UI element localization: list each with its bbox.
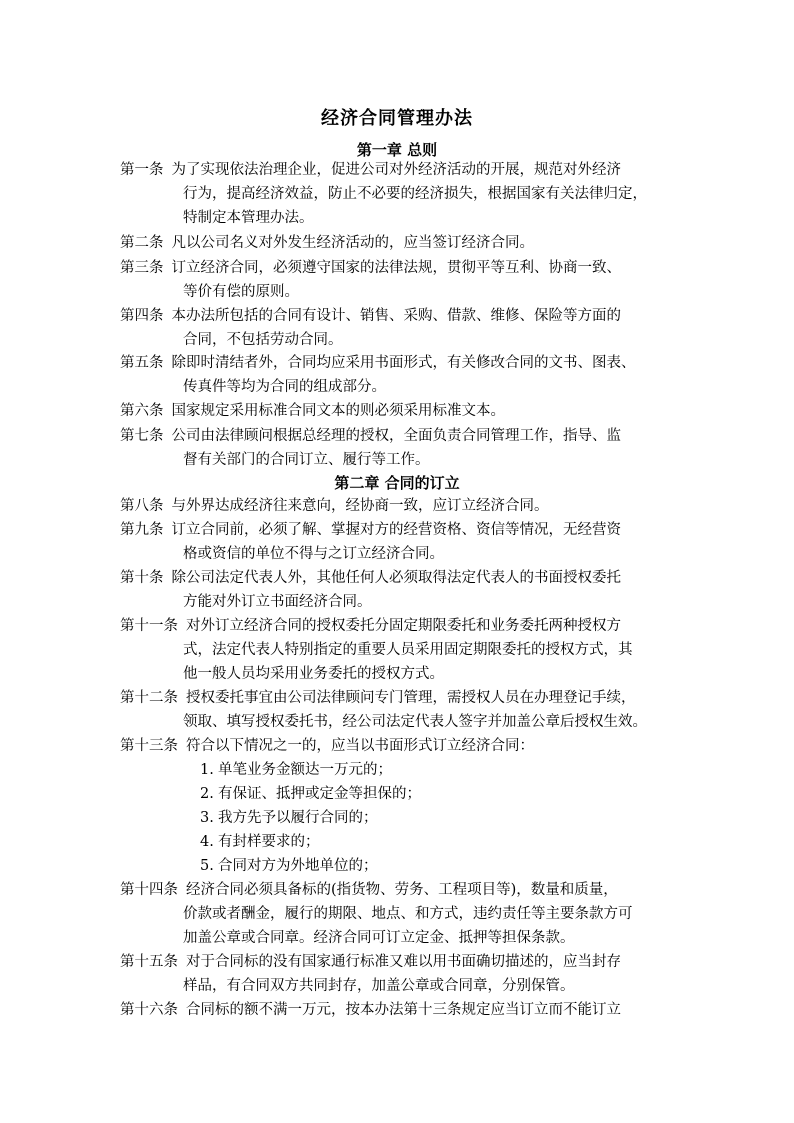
- article-label: 第十六条: [120, 1002, 178, 1018]
- article-text: 凡以公司名义对外发生经济活动的，应当签订经济合同。: [171, 235, 534, 251]
- article-text: 加盖公章或合同章。经济合同可订立定金、抵押等担保条款。: [183, 930, 575, 946]
- article-text: 价款或者酬金，履行的期限、地点、和方式，违约责任等主要条款方可: [183, 906, 633, 922]
- article-label: 第十四条: [120, 882, 178, 898]
- article-8: [120, 496, 549, 516]
- list-text: 有封样要求的；: [218, 834, 320, 850]
- article-3: [120, 258, 621, 278]
- list-item: [200, 784, 421, 804]
- article-label: 第十五条: [120, 954, 178, 970]
- article-14: [120, 880, 618, 900]
- article-text: 式，法定代表人特别指定的重要人员采用固定期限委托的授权方式，其: [183, 642, 633, 658]
- article-text: 等价有偿的原则。: [183, 284, 299, 300]
- article-label: 第十一条: [120, 618, 178, 634]
- list-text: 单笔业务金额达一万元的；: [218, 762, 392, 778]
- article-text: 国家规定采用标准合同文本的则必须采用标准文本。: [171, 403, 505, 419]
- article-text: 特制定本管理办法。: [183, 210, 314, 226]
- chapter-heading: 第二章 合同的订立: [334, 474, 460, 492]
- article-12: [120, 688, 636, 708]
- article-text: 授权委托事宜由公司法律顾问专门管理，需授权人员在办理登记手续，: [186, 690, 636, 706]
- article-10: [120, 568, 621, 588]
- article-text: 样品，有合同双方共同封存，加盖公章或合同章，分别保管。: [183, 978, 575, 994]
- article-9: [120, 520, 621, 540]
- list-item: [200, 832, 320, 852]
- article-text: 传真件等均为合同的组成部分。: [183, 379, 386, 395]
- article-text: 除公司法定代表人外，其他任何人必须取得法定代表人的书面授权委托: [171, 570, 621, 586]
- article-text: 格或资信的单位不得与之订立经济合同。: [183, 546, 444, 562]
- article-11: [120, 616, 621, 636]
- article-text: 符合以下情况之一的，应当以书面形式订立经济合同：: [186, 738, 534, 754]
- list-text: 有保证、抵押或定金等担保的；: [218, 786, 421, 802]
- list-number: 1.: [200, 762, 214, 778]
- article-label: 第十三条: [120, 738, 178, 754]
- article-text: 本办法所包括的合同有设计、销售、采购、借款、维修、保险等方面的: [171, 308, 621, 324]
- article-1: [120, 160, 621, 180]
- list-text: 合同对方为外地单位的；: [218, 858, 378, 874]
- article-16: [120, 1000, 621, 1020]
- list-number: 4.: [200, 834, 214, 850]
- article-text: 对于合同标的没有国家通行标准又难以用书面确切描述的，应当封存: [186, 954, 621, 970]
- article-text: 订立经济合同，必须遵守国家的法律法规，贯彻平等互利、协商一致、: [171, 260, 621, 276]
- article-13: [120, 736, 534, 756]
- article-label: 第九条: [120, 522, 164, 538]
- article-label: 第十条: [120, 570, 164, 586]
- list-item: [200, 808, 378, 828]
- article-label: 第三条: [120, 260, 164, 276]
- article-2: [120, 233, 534, 253]
- list-item: [200, 856, 378, 876]
- article-15: [120, 952, 621, 972]
- article-text: 订立合同前，必须了解、掌握对方的经营资格、资信等情况，无经营资: [171, 522, 621, 538]
- article-text: 合同标的额不满一万元，按本办法第十三条规定应当订立而不能订立: [186, 1002, 621, 1018]
- article-text: 经济合同必须具备标的(指货物、劳务、工程项目等)，数量和质量，: [186, 882, 618, 898]
- article-4: [120, 306, 621, 326]
- article-5: [120, 353, 636, 373]
- article-text: 公司由法律顾问根据总经理的授权，全面负责合同管理工作，指导、监: [171, 428, 621, 444]
- document-title: 经济合同管理办法: [321, 108, 473, 129]
- article-7: [120, 426, 621, 446]
- article-text: 他一般人员均采用业务委托的授权方式。: [183, 666, 444, 682]
- list-number: 5.: [200, 858, 214, 874]
- article-text: 督有关部门的合同订立、履行等工作。: [183, 452, 430, 468]
- article-label: 第七条: [120, 428, 164, 444]
- article-label: 第二条: [120, 235, 164, 251]
- article-text: 除即时清结者外，合同均应采用书面形式，有关修改合同的文书、图表、: [171, 355, 636, 371]
- article-label: 第八条: [120, 498, 164, 514]
- article-label: 第五条: [120, 355, 164, 371]
- list-number: 3.: [200, 810, 214, 826]
- article-label: 第四条: [120, 308, 164, 324]
- chapter-heading: 第一章 总则: [356, 141, 438, 159]
- list-text: 我方先予以履行合同的；: [218, 810, 378, 826]
- article-text: 合同，不包括劳动合同。: [183, 332, 343, 348]
- list-number: 2.: [200, 786, 214, 802]
- article-text: 为了实现依法治理企业，促进公司对外经济活动的开展，规范对外经济: [171, 162, 621, 178]
- article-text: 方能对外订立书面经济合同。: [183, 594, 372, 610]
- article-text: 行为，提高经济效益，防止不必要的经济损失，根据国家有关法律归定，: [183, 186, 647, 202]
- article-6: [120, 401, 505, 421]
- article-text: 与外界达成经济往来意向，经协商一致，应订立经济合同。: [171, 498, 549, 514]
- article-label: 第十二条: [120, 690, 178, 706]
- article-label: 第一条: [120, 162, 164, 178]
- list-item: [200, 760, 392, 780]
- article-text: 领取、填写授权委托书，经公司法定代表人签字并加盖公章后授权生效。: [183, 714, 647, 730]
- article-label: 第六条: [120, 403, 164, 419]
- article-text: 对外订立经济合同的授权委托分固定期限委托和业务委托两种授权方: [186, 618, 621, 634]
